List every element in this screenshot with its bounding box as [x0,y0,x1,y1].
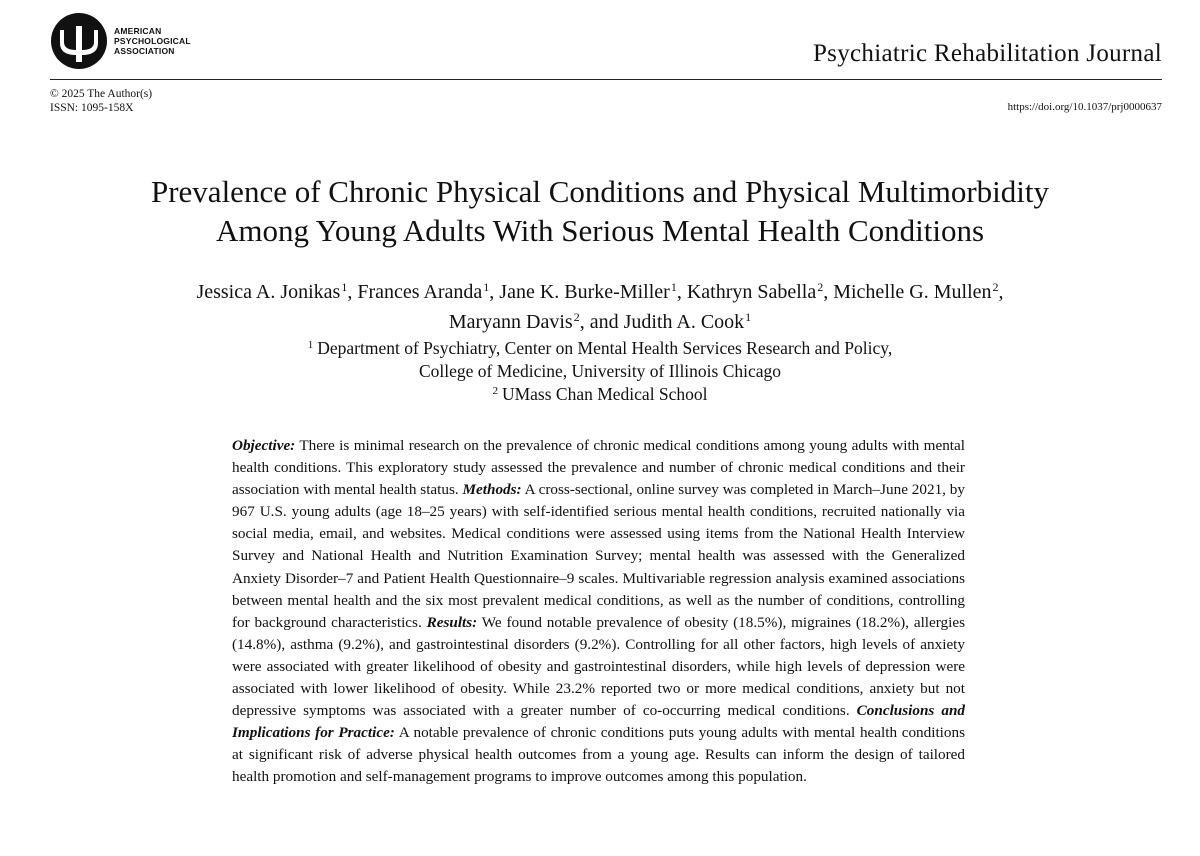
methods-text: A cross-sectional, online survey was completed in March–June 2021, by 967 U.S. young adults (age 18–25 years) with self-identified serious mental health conditions, recruited nationally via social media, email, and websites. Medical conditions were assessed using items from the National Health Interview Survey and National Health and Nutrition Examination Survey; mental health was assessed with the Generalized Anxiety Disorder–7 and Patient Health Questionnaire–9 scales. Multivariable regression analysis examined associations between mental health and the six most prevalent medical conditions, as well as the number of conditions, controlling for background characteristics. [232,481,965,631]
author-name: Jessica A. Jonikas [196,281,341,303]
author-affiliation-mark: 1 [670,280,677,294]
objective-text: There is minimal research on the prevalence of chronic medical conditions among young adults with mental health conditions. This exploratory study assessed the prevalence and number of chronic medical conditions and their association with mental health status. [232,437,965,499]
journal-name: Psychiatric Rehabilitation Journal [812,40,1162,67]
affiliation-1-line-2: College of Medicine, University of Illinois Chicago [418,361,782,381]
author-name: Maryann Davis [448,311,573,333]
article-title [60,172,1140,250]
conclusions-label: Conclusions and Implications for Practice: [232,702,965,742]
affiliation-mark: 2 [492,385,498,397]
methods-label: Methods: [462,481,522,499]
logo-line-1: AMERICAN [114,26,162,36]
doi-link[interactable]: https://doi.org/10.1037/prj0000637 [1007,101,1162,113]
affiliation-2-line-1: UMass Chan Medical School [501,384,708,404]
author-list: Jessica A. Jonikas$^1$, Frances Aranda$^1$, Jane K. Burke-Miller$^1$, Kathryn Sabella$^2$, Michelle G. Mullen$^2$, Maryann Davis$^2$, and Judith A. Cook$^1$ [196,280,1004,333]
affiliations [60,337,1140,406]
copyright: © 2025 The Author(s) [50,88,153,100]
objective-label: Objective: [232,437,296,454]
affiliation-2 [60,383,1140,406]
affiliation-mark: 1 [307,339,314,351]
author-affiliation-mark: 2 [573,310,580,324]
apa-logo-wordmark [114,26,191,56]
author-name: Jane K. Burke-Miller [499,281,670,303]
results-label: Results: [426,613,478,631]
issn: ISSN: 1095-158X [50,102,134,114]
author-name: Kathryn Sabella [686,281,817,303]
logo-line-2: PSYCHOLOGICAL [114,36,191,46]
apa-logo [50,12,191,70]
title-line-1: Prevalence of Chronic Physical Conditions and Physical Multimorbidity [150,174,1050,209]
author-name: and Judith A. Cook [589,311,745,333]
author-affiliation-mark: 1 [483,280,490,294]
conclusions-text: A notable prevalence of chronic conditions puts young adults with mental health conditions at significant risk of adverse physical health outcomes from a young age. Results can inform the design of tailored health promotion and self-management programs to improve outcomes among this population. [232,724,965,786]
author-name: Michelle G. Mullen [833,281,992,303]
header-divider [50,79,1162,80]
author-affiliation-mark: 1 [745,310,752,324]
author-affiliation-mark: 1 [341,280,348,294]
affiliation-1 [60,337,1140,360]
author-name: Frances Aranda [357,281,483,303]
results-text: We found notable prevalence of obesity (18.5%), migraines (18.2%), allergies (14.8%), asthma (9.2%), and gastrointestinal disorders (9.2%). Controlling for all other factors, high levels of anxiety were associated with greater likelihood of obesity and gastrointestinal disorders, while high levels of depression were associated with lower likelihood of obesity. While 23.2% reported two or more medical conditions, anxiety but not depressive symptoms was associated with a greater number of co-occurring medical conditions. [232,613,965,720]
logo-line-3: ASSOCIATION [114,46,175,56]
publication-meta [50,87,152,115]
apa-psi-logo-icon [50,12,108,70]
author-affiliation-mark: 2 [992,280,999,294]
title-line-2: Among Young Adults With Serious Mental Health Conditions [215,213,985,248]
abstract [232,435,965,789]
affiliation-1-line-1: Department of Psychiatry, Center on Mental Health Services Research and Policy, [317,338,893,358]
author-affiliation-mark: 2 [817,280,824,294]
